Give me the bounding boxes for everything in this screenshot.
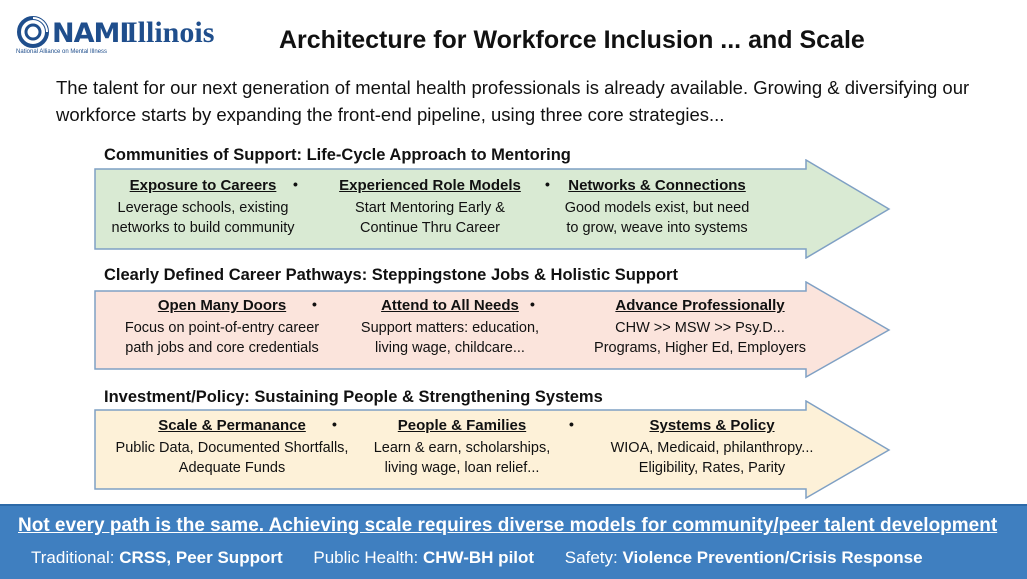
banner-item-value: CHW-BH pilot (422, 548, 535, 567)
column-people-families (362, 416, 562, 478)
banner-item-label: Safety: (564, 548, 618, 567)
column-attend-to-all-needs (350, 296, 550, 358)
column-line: CHW >> MSW >> Psy.D... (615, 320, 785, 336)
banner-item-value: Violence Prevention/Crisis Response (622, 548, 923, 567)
column-head: Experienced Role Models (339, 177, 521, 194)
column-head: Exposure to Careers (129, 177, 277, 194)
column-head: Attend to All Needs (381, 297, 519, 314)
column-advance-professionally (580, 296, 820, 358)
column-head: Scale & Permanance (158, 417, 306, 434)
column-line: networks to build community (111, 220, 295, 236)
column-head: Open Many Doors (157, 297, 287, 314)
bullet-separator: • (530, 296, 535, 312)
banner-headline: Not every path is the same. Achieving scale requires diverse models for community/peer talent development (18, 515, 998, 536)
column-line: WIOA, Medicaid, philanthropy... (610, 440, 814, 456)
column-line: Focus on point-of-entry career (124, 320, 320, 336)
column-line: Adequate Funds (178, 460, 286, 476)
column-head: People & Families (397, 417, 527, 434)
column-head: Networks & Connections (568, 177, 746, 194)
logo-tagline: National Alliance on Mental Illness (16, 49, 108, 55)
slide-title: Architecture for Workforce Inclusion ... and Scale (279, 26, 865, 54)
nami-swirl-icon (16, 16, 50, 48)
column-line: living wage, childcare... (375, 340, 525, 356)
bullet-separator: • (332, 416, 337, 432)
column-line: Public Data, Documented Shortfalls, (115, 440, 349, 456)
column-open-many-doors (110, 296, 334, 358)
intro-text: The talent for our next generation of mental health professionals is already available. Growing & diversifying our workforce starts by expanding the front-end pipeline, using three core strategies... (56, 77, 970, 125)
column-line: Learn & earn, scholarships, (373, 440, 551, 456)
bullet-separator: • (569, 416, 574, 432)
column-systems-policy (594, 416, 830, 478)
column-line: Good models exist, but need (564, 200, 750, 216)
banner-items (31, 548, 949, 568)
banner-item-label: Traditional: (31, 548, 115, 567)
column-exposure-to-careers (96, 176, 310, 238)
column-experienced-role-models (330, 176, 530, 238)
column-line: Support matters: education, (360, 320, 540, 336)
column-line: path jobs and core credentials (125, 340, 319, 356)
nami-illinois-logo (14, 12, 244, 62)
column-line: Programs, Higher Ed, Employers (594, 340, 806, 356)
banner-item-label: Public Health: (313, 548, 419, 567)
column-head: Advance Professionally (615, 297, 785, 314)
column-line: living wage, loan relief... (384, 460, 540, 476)
column-line: Leverage schools, existing (117, 200, 289, 216)
bottom-banner (0, 504, 1027, 579)
column-scale-permanance (104, 416, 360, 478)
banner-item-public-health (313, 548, 538, 567)
section-title-communities: Communities of Support: Life-Cycle Approach to Mentoring (104, 146, 571, 164)
section-title-career-pathways: Clearly Defined Career Pathways: Steppingstone Jobs & Holistic Support (104, 266, 678, 284)
banner-item-value: CRSS, Peer Support (119, 548, 283, 567)
bullet-separator: • (293, 176, 298, 192)
column-head: Systems & Policy (649, 417, 775, 434)
column-line: Continue Thru Career (360, 220, 500, 236)
bullet-separator: • (312, 296, 317, 312)
column-networks-connections (552, 176, 762, 238)
logo-state: Illinois (126, 16, 215, 49)
column-line: Eligibility, Rates, Parity (638, 460, 786, 476)
logo-brand: NAMI (52, 18, 129, 49)
column-line: Start Mentoring Early & (355, 200, 505, 216)
column-line: to grow, weave into systems (566, 220, 748, 236)
section-title-investment-policy: Investment/Policy: Sustaining People & Strengthening Systems (104, 388, 603, 406)
banner-item-safety (565, 548, 923, 567)
banner-item-traditional (31, 548, 287, 567)
bullet-separator: • (545, 176, 550, 192)
